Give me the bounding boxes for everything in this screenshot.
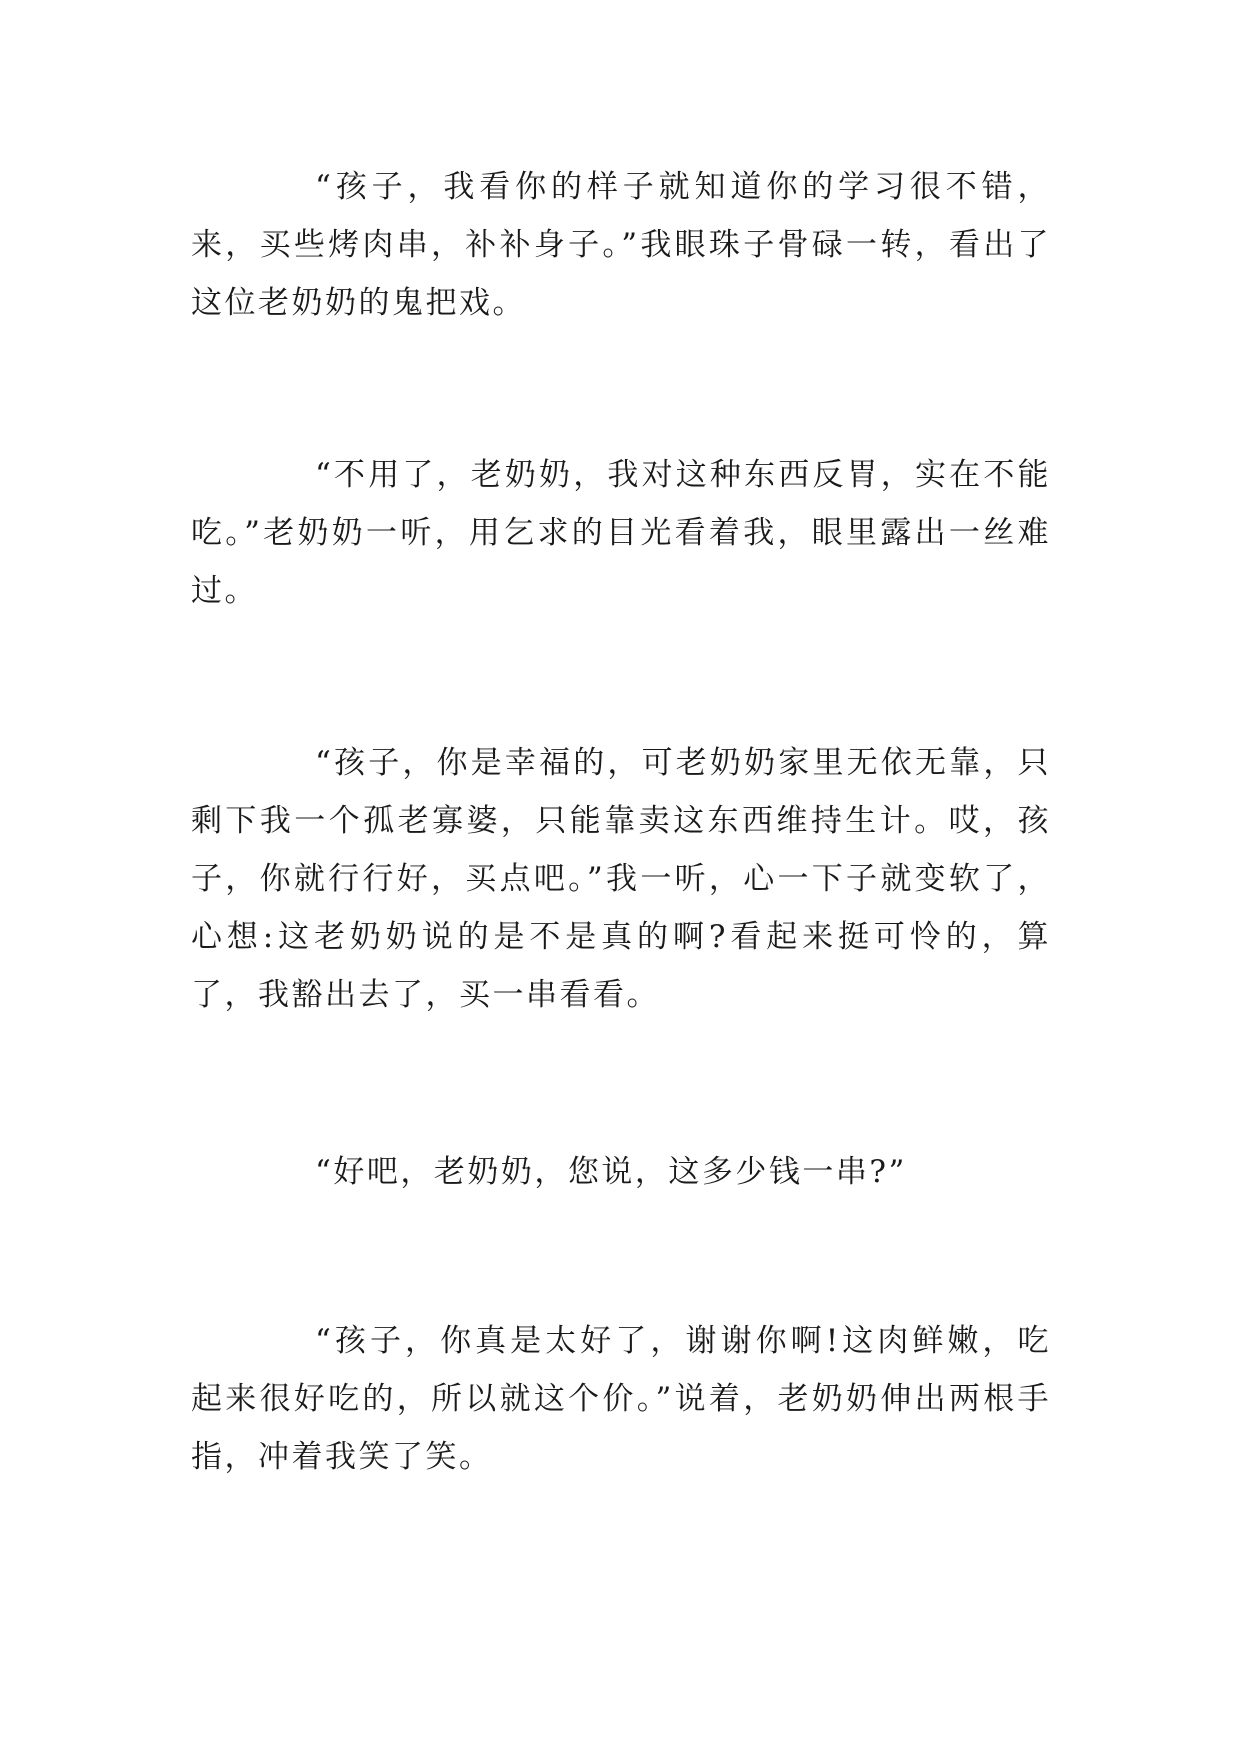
paragraph-1: “孩子，我看你的样子就知道你的学习很不错，来，买些烤肉串，补补身子。”我眼珠子骨碌一转，看出了这位老奶奶的鬼把戏。 xyxy=(191,169,1051,321)
paragraph-5: “孩子，你真是太好了，谢谢你啊!这肉鲜嫩，吃起来很好吃的，所以就这个价。”说着，老奶奶伸出两根手指，冲着我笑了笑。 xyxy=(191,1323,1051,1475)
paragraph-4: “好吧，老奶奶，您说，这多少钱一串?” xyxy=(315,1154,907,1190)
paragraph-3: “孩子，你是幸福的，可老奶奶家里无依无靠，只剩下我一个孤老寡婆，只能靠卖这东西维持生计。哎，孩子，你就行行好，买点吧。”我一听，心一下子就变软了，心想:这老奶奶说的是不是真的啊?看起来挺可怜的，算了，我豁出去了，买一串看看。 xyxy=(191,745,1051,1013)
paragraph-2: “不用了，老奶奶，我对这种东西反胃，实在不能吃。”老奶奶一听，用乞求的目光看着我，眼里露出一丝难过。 xyxy=(191,457,1051,609)
